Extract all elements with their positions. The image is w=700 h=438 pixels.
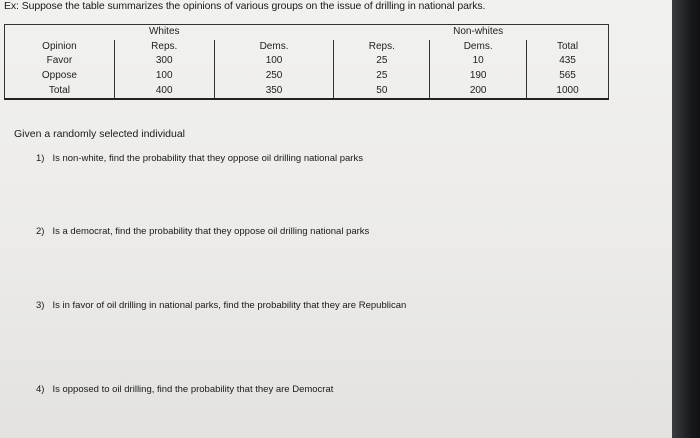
table-cell: 190 [430,69,527,84]
table-cell: Oppose [5,69,115,84]
header-cell: Dems. [430,40,527,55]
table-cell: 435 [527,54,609,69]
question-text: Is a democrat, find the probability that they oppose oil drilling national parks [52,226,370,237]
question-number: 1) [36,153,45,164]
table-header-row [5,40,609,55]
question-2 [36,226,369,237]
table-cell: 565 [527,69,609,84]
header-cell: Reps. [114,40,214,55]
question-number: 3) [36,300,45,311]
table-cell [334,25,430,40]
table-cell: 100 [114,69,214,84]
table-cell: 50 [334,83,430,99]
table-cell: 300 [114,54,214,69]
table-cell: 350 [214,83,334,99]
table-cell: 10 [430,54,527,69]
table-cell [527,25,609,40]
table-cell: Favor [5,54,115,69]
header-cell: Dems. [214,40,334,55]
table-cell: 200 [430,83,527,99]
prompt-text: Given a randomly selected individual [14,128,186,140]
header-cell: Reps. [334,40,430,55]
table-row [5,83,609,99]
table-row [5,69,609,84]
table-cell: 250 [214,69,334,84]
question-1 [36,153,363,164]
intro-text: Ex: Suppose the table summarizes the opinions of various groups on the issue of drilling in national parks. [4,0,486,12]
group-header-row [5,25,609,40]
table-cell: 100 [214,54,334,69]
dark-background-edge [672,0,700,438]
header-cell: Total [527,40,609,55]
question-text: Is opposed to oil drilling, find the probability that they are Democrat [52,384,334,395]
question-text: Is in favor of oil drilling in national parks, find the probability that they are Republican [52,300,407,311]
group-whites: Whites [114,25,214,40]
question-3 [36,300,406,311]
header-cell: Opinion [5,40,115,55]
table-cell: 25 [334,54,430,69]
question-number: 4) [36,384,45,395]
table-cell: 400 [114,83,214,99]
opinion-table [4,24,609,100]
table-cell [214,25,334,40]
table-cell: 25 [334,69,430,84]
question-4 [36,384,333,395]
table-cell [5,25,115,40]
question-number: 2) [36,226,45,237]
group-non-whites: Non-whites [430,25,527,40]
question-text: Is non-white, find the probability that they oppose oil drilling national parks [52,153,363,164]
table-cell: Total [5,83,115,99]
table-row [5,54,609,69]
table-cell: 1000 [527,83,609,99]
